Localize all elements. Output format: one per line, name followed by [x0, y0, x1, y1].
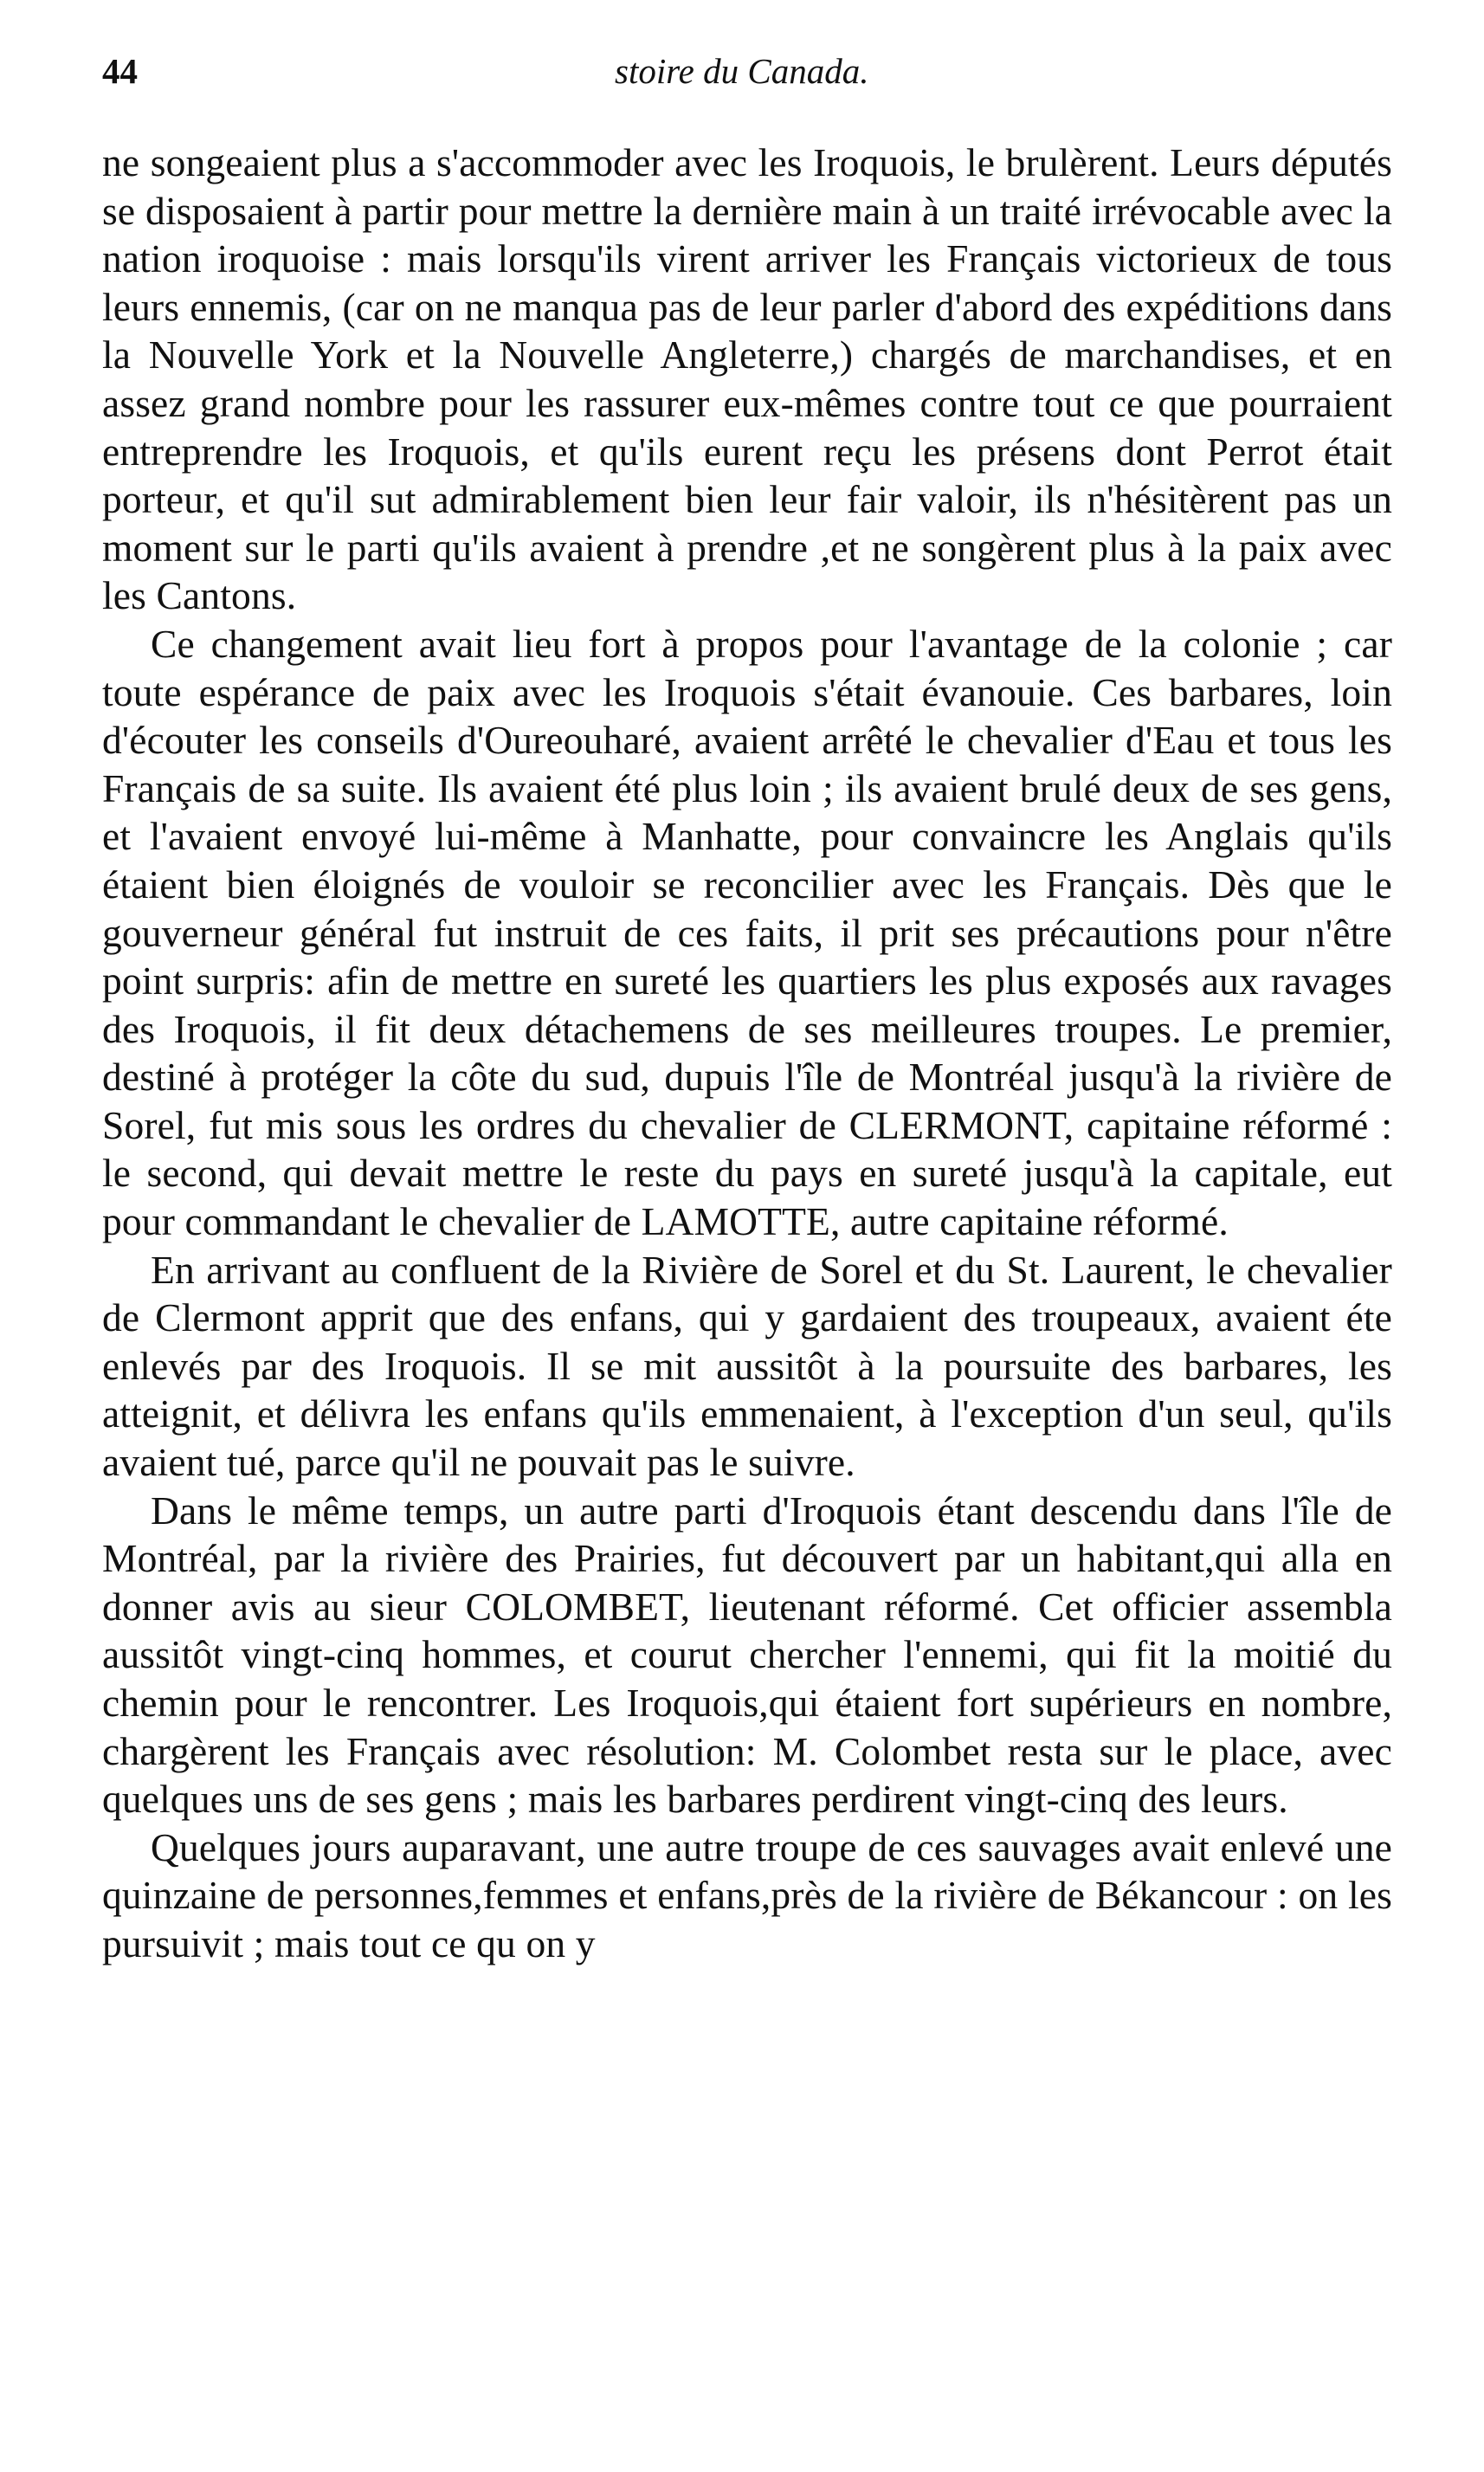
book-page: [102, 50, 1392, 1968]
paragraph: Ce changement avait lieu fort à propos pour l'avantage de la colonie ; car toute espérance de paix avec les Iroquois s'était évanouie. Ces barbares, loin d'écouter les conseils d'Oureouharé, avaient arrêté le chevalier d'Eau et tous les Français de sa suite. Ils avaient été plus loin ; ils avaient brulé deux de ses gens, et l'avaient envoyé lui-même à Manhatte, pour convaincre les Anglais qu'ils étaient bien éloignés de vouloir se reconcilier avec les Français. Dès que le gouverneur général fut instruit de ces faits, il prit ses précautions pour n'être point surpris: afin de mettre en sureté les quartiers les plus exposés aux ravages des Iroquois, il fit deux détachemens de ses meilleures troupes. Le premier, destiné à protéger la côte du sud, dupuis l'île de Montréal jusqu'à la rivière de Sorel, fut mis sous les ordres du chevalier de CLERMONT, capitaine réformé : le second, qui devait mettre le reste du pays en sureté jusqu'à la capitale, eut pour commandant le chevalier de LAMOTTE, autre capitaine réformé.: [102, 621, 1392, 1244]
paragraph: Quelques jours auparavant, une autre troupe de ces sauvages avait enlevé une quinzaine de personnes,femmes et enfans,près de la rivière de Békancour : on les pursuivit ; mais tout ce qu on y: [102, 1824, 1392, 1965]
page-number: 44: [102, 51, 138, 91]
paragraph: Dans le même temps, un autre parti d'Iroquois étant descendu dans l'île de Montréal, par la rivière des Prairies, fut découvert par un habitant,qui alla en donner avis au sieur COLOMBET, lieutenant réformé. Cet officier assembla aussitôt vingt-cinq hommes, et courut chercher l'ennemi, qui fit la moitié du chemin pour le rencontrer. Les Iroquois,qui étaient fort supérieurs en nombre, chargèrent les Français avec résolution: M. Colombet resta sur le place, avec quelques uns de ses gens ; mais les barbares perdirent vingt-cinq des leurs.: [102, 1488, 1392, 1822]
paragraph: En arrivant au confluent de la Rivière de Sorel et du St. Laurent, le chevalier de Clermont apprit que des enfans, qui y gardaient des troupeaux, avaient éte enlevés par des Iroquois. Il se mit aussitôt à la poursuite des barbares, les atteignit, et délivra les enfans qu'ils emmenaient, à l'exception d'un seul, qu'ils avaient tué, parce qu'il ne pouvait pas le suivre.: [102, 1247, 1392, 1485]
body-text: [102, 139, 1392, 1968]
running-title: stoire du Canada.: [615, 51, 869, 91]
running-header: [102, 50, 1392, 113]
paragraph-continuation: ne songeaient plus a s'accommoder avec les Iroquois, le brulèrent. Leurs députés se disposaient à partir pour mettre la dernière main à un traité irrévocable avec la nation iroquoise : mais lorsqu'ils virent arriver les Français victorieux de tous leurs ennemis, (car on ne manqua pas de leur parler d'abord des expéditions dans la Nouvelle York et la Nouvelle Angleterre,) chargés de marchandises, et en assez grand nombre pour les rassurer eux-mêmes contre tout ce que pourraient entreprendre les Iroquois, et qu'ils eurent reçu les présens dont Perrot était porteur, et qu'il sut admirablement bien leur fair valoir, ils n'hésitèrent pas un moment sur le parti qu'ils avaient à prendre ,et ne songèrent plus à la paix avec les Cantons.: [102, 140, 1392, 618]
